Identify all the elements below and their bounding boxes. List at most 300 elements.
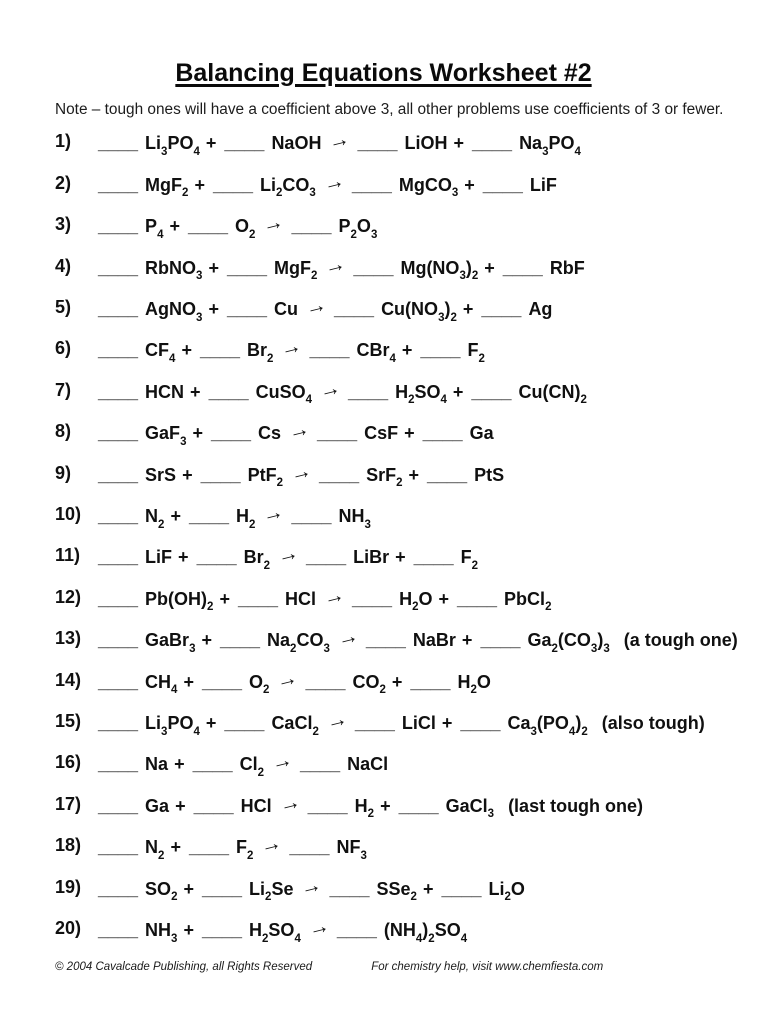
difficulty-note: (last tough one) (508, 795, 644, 816)
equation-row (55, 582, 712, 627)
yields-arrow-icon: → (316, 375, 343, 404)
subscript: 2 (276, 477, 284, 490)
chemical-formula: $Li_2O$ (488, 878, 525, 904)
chemical-formula: HCl (285, 588, 317, 609)
coefficient-blank: ____ (354, 712, 395, 733)
plus-sign: + (441, 712, 453, 733)
chemical-formula: $NF_3$ (336, 837, 367, 862)
subscript: 2 (412, 601, 419, 614)
chemical-formula: $Cl_2$ (239, 754, 265, 779)
subscript: 3 (161, 725, 168, 738)
equation-row (55, 872, 712, 917)
coefficient-blank: ____ (98, 712, 139, 733)
subscript: 2 (257, 766, 265, 779)
coefficient-blank: ____ (98, 671, 139, 692)
coefficient-blank: ____ (193, 795, 234, 816)
chemical-formula: LiBr (353, 547, 390, 568)
chemical-formula: PtS (474, 464, 505, 485)
equation-number: 13) (55, 628, 82, 649)
chemical-formula: Ga (145, 795, 170, 816)
chemical-formula: NaBr (412, 630, 456, 651)
chemical-formula: $H_2SO_4$ (249, 919, 301, 945)
subscript: 2 (450, 311, 457, 324)
subscript: 2 (581, 725, 588, 738)
difficulty-note: (a tough one) (623, 630, 738, 651)
equation-number: 10) (55, 504, 82, 524)
yields-arrow-icon: → (287, 458, 314, 486)
plus-sign: + (182, 464, 193, 485)
yields-arrow-icon: → (305, 913, 332, 942)
yields-arrow-icon: → (334, 624, 361, 652)
subscript: 4 (193, 146, 200, 159)
chemical-formula: $Br_2$ (243, 547, 271, 572)
coefficient-blank: ____ (98, 878, 139, 899)
yields-arrow-icon: → (278, 334, 305, 362)
subscript: 2 (428, 932, 435, 945)
coefficient-blank: ____ (482, 174, 523, 195)
equation-body (98, 872, 525, 904)
plus-sign: + (181, 340, 192, 361)
yields-arrow-icon: → (276, 789, 303, 818)
subscript: 2 (551, 642, 558, 655)
coefficient-blank: ____ (460, 712, 501, 733)
coefficient-blank: ____ (98, 464, 139, 485)
chemical-formula: AgNO$_3$ (145, 299, 203, 324)
chemical-formula: Na (145, 754, 169, 775)
plus-sign: + (174, 754, 185, 775)
equation-row (55, 292, 712, 337)
chemical-formula: HCN (145, 381, 185, 402)
chemical-formula: Ag (528, 299, 553, 320)
subscript: 3 (360, 849, 367, 862)
coefficient-blank: ____ (365, 630, 406, 651)
plus-sign: + (401, 340, 413, 361)
equation-row (55, 541, 712, 585)
coefficient-blank: ____ (98, 423, 139, 444)
yields-arrow-icon: → (258, 831, 285, 859)
subscript: 2 (263, 559, 271, 572)
yields-arrow-icon: → (260, 499, 287, 528)
chemical-formula: RbF (549, 257, 585, 278)
chemical-formula: $N_2$ (145, 506, 165, 531)
subscript: 4 (440, 394, 447, 407)
equation-number: 20) (55, 917, 82, 938)
chemical-formula: $Mg(NO_3)_2$ (400, 257, 479, 283)
chemical-formula: $Ca_3(PO_4)_2$ (507, 712, 588, 738)
coefficient-blank: ____ (398, 795, 439, 816)
equation-row (55, 375, 712, 420)
chemical-formula: $Pb(OH)_2$ (145, 588, 214, 614)
chemical-formula: $O_2$ (249, 671, 270, 697)
chemical-formula: MgF$_2$ (145, 174, 189, 200)
yields-arrow-icon: → (320, 582, 347, 611)
subscript: 2 (379, 684, 386, 697)
subscript: 2 (545, 601, 552, 614)
coefficient-blank: ____ (226, 257, 268, 278)
subscript: 3 (309, 187, 316, 200)
coefficient-blank: ____ (98, 174, 139, 195)
plus-sign: + (395, 547, 406, 568)
equation-body (98, 831, 367, 862)
coefficient-blank: ____ (334, 299, 375, 320)
equation-row (55, 831, 712, 875)
difficulty-note: (also tough) (601, 712, 705, 733)
chemical-formula: RbNO$_3$ (145, 257, 203, 283)
equation-number: 11) (55, 545, 81, 566)
plus-sign: + (208, 299, 219, 320)
plus-sign: + (169, 216, 180, 237)
subscript: 3 (196, 270, 203, 283)
plus-sign: + (183, 919, 194, 940)
coefficient-blank: ____ (351, 174, 392, 195)
coefficient-blank: ____ (480, 630, 521, 651)
subscript: 3 (161, 146, 168, 159)
chemical-formula: $Ga_2(CO_3)_3$ (527, 630, 610, 655)
equation-number: 6) (55, 338, 72, 359)
equation-body (98, 665, 491, 697)
coefficient-blank: ____ (98, 588, 139, 609)
chemical-formula: $Li_3PO_4$ (145, 133, 200, 159)
coefficient-blank: ____ (210, 423, 252, 444)
equation-row (55, 624, 738, 668)
coefficient-blank: ____ (329, 878, 370, 899)
plus-sign: + (201, 630, 212, 651)
equation-body (98, 127, 581, 159)
equation-number: 15) (55, 710, 82, 731)
chemical-formula: LiF (145, 547, 173, 568)
chemical-formula: CsF (364, 423, 399, 444)
equation-row (55, 417, 712, 461)
coefficient-blank: ____ (472, 133, 513, 154)
chemical-formula: $H_2O$ (399, 588, 433, 614)
coefficient-blank: ____ (457, 588, 498, 609)
yields-arrow-icon: → (260, 210, 287, 238)
coefficient-blank: ____ (98, 630, 139, 651)
yields-arrow-icon: → (268, 748, 295, 776)
subscript: 2 (249, 228, 256, 241)
equation-number: 1) (55, 131, 72, 152)
equation-body (98, 748, 389, 779)
coefficient-blank: ____ (196, 547, 237, 568)
equation-body (98, 210, 378, 241)
equation-row (55, 127, 712, 171)
coefficient-blank: ____ (212, 174, 253, 195)
subscript: 2 (290, 642, 297, 655)
yields-arrow-icon: → (285, 417, 312, 445)
coefficient-blank: ____ (201, 919, 243, 940)
plus-sign: + (462, 299, 474, 320)
chemical-formula: Cs (258, 423, 282, 444)
subscript: 3 (180, 435, 187, 448)
equation-number: 8) (55, 421, 72, 442)
coefficient-blank: ____ (98, 754, 139, 775)
subscript: 3 (590, 642, 598, 655)
coefficient-blank: ____ (413, 547, 454, 568)
equation-body (98, 334, 485, 366)
equation-number: 14) (55, 669, 82, 690)
plus-sign: + (183, 671, 194, 692)
chemical-formula: MgCO$_3$ (398, 174, 459, 200)
yields-arrow-icon: → (274, 665, 301, 693)
chemical-formula: NaCl (347, 754, 389, 775)
plus-sign: + (452, 381, 464, 402)
chemical-formula: $F_2$ (236, 837, 254, 862)
coefficient-blank: ____ (98, 381, 139, 402)
subscript: 2 (249, 518, 256, 531)
chemical-formula: CuSO$_4$ (255, 381, 313, 407)
subscript: 2 (408, 394, 415, 407)
subscript: 3 (438, 311, 445, 324)
subscript: 2 (263, 684, 270, 697)
subscript: 4 (574, 146, 581, 159)
plus-sign: + (192, 423, 203, 444)
plus-sign: + (170, 506, 181, 526)
subscript: 2 (396, 477, 403, 490)
equation-number: 9) (55, 462, 72, 483)
subscript: 2 (265, 891, 272, 904)
subscript: 2 (312, 725, 319, 738)
plus-sign: + (205, 133, 217, 154)
coefficient-blank: ____ (208, 381, 249, 402)
subscript: 3 (603, 642, 610, 655)
coefficient-blank: ____ (98, 506, 139, 526)
chemical-formula: $H_2SO_4$ (395, 381, 447, 407)
chemical-formula: $SO_2$ (145, 878, 178, 904)
coefficient-blank: ____ (307, 795, 348, 816)
chemical-formula: LiOH (404, 133, 448, 154)
equation-body (98, 375, 587, 407)
chemical-formula: Cu (274, 299, 299, 320)
chemical-formula: $P_2O_3$ (338, 216, 378, 241)
subscript: 4 (169, 353, 176, 366)
equation-number: 19) (55, 876, 82, 897)
copyright-text: © 2004 Cavalcade Publishing, all Rights Reserved (55, 961, 313, 974)
coefficient-blank: ____ (192, 754, 233, 775)
equation-body (98, 292, 553, 324)
subscript: 2 (207, 601, 214, 614)
chemical-formula: $Cu(CN)_2$ (518, 381, 587, 407)
subscript: 2 (158, 849, 165, 862)
subscript: 4 (294, 932, 301, 945)
coefficient-blank: ____ (224, 712, 265, 733)
equation-number: 12) (55, 586, 82, 607)
chemical-formula: $N_2$ (145, 837, 165, 862)
coefficient-blank: ____ (289, 837, 330, 858)
coefficient-blank: ____ (188, 506, 230, 526)
equation-row (55, 748, 712, 792)
chemical-formula: $Na_3PO_4$ (519, 133, 581, 159)
coefficient-blank: ____ (98, 919, 139, 940)
subscript: 2 (247, 849, 254, 862)
yields-arrow-icon: → (274, 541, 301, 569)
plus-sign: + (190, 381, 201, 402)
coefficient-blank: ____ (309, 340, 350, 361)
equation-row (55, 665, 712, 710)
chemical-formula: PbCl$_2$ (504, 588, 552, 614)
chemical-formula: PtF$_2$ (247, 464, 284, 490)
coefficient-blank: ____ (357, 133, 398, 154)
equation-body (98, 251, 585, 283)
coefficient-blank: ____ (317, 423, 358, 444)
equation-row (55, 789, 712, 834)
subscript: 3 (530, 725, 537, 738)
coefficient-blank: ____ (410, 671, 451, 692)
chemical-formula: HCl (240, 795, 272, 816)
yields-arrow-icon: → (323, 706, 350, 735)
subscript: 3 (171, 932, 178, 945)
chemical-formula: GaF$_3$ (145, 423, 187, 448)
equations-list (55, 127, 738, 958)
coefficient-blank: ____ (237, 588, 279, 609)
coefficient-blank: ____ (348, 381, 389, 402)
equation-row (55, 458, 712, 503)
coefficient-blank: ____ (502, 257, 543, 278)
chemical-formula: $O_2$ (235, 216, 256, 241)
coefficient-blank: ____ (420, 340, 461, 361)
subscript: 3 (487, 808, 495, 821)
chemical-formula: $F_2$ (467, 340, 485, 366)
subscript: 3 (459, 270, 466, 283)
coefficient-blank: ____ (305, 671, 346, 692)
plus-sign: + (404, 423, 415, 444)
chemical-formula: $Br_2$ (247, 340, 274, 366)
subscript: 3 (196, 311, 203, 324)
subscript: 4 (389, 353, 396, 366)
coefficient-blank: ____ (98, 299, 139, 320)
subscript: 2 (311, 270, 318, 283)
coefficient-blank: ____ (353, 257, 394, 278)
equation-number: 18) (55, 835, 82, 856)
coefficient-blank: ____ (226, 299, 268, 320)
chemical-formula: $H_2O$ (457, 671, 491, 697)
coefficient-blank: ____ (224, 133, 265, 154)
equation-body (98, 582, 552, 614)
coefficient-blank: ____ (98, 216, 139, 237)
chemical-formula: $NH_3$ (338, 506, 371, 531)
subscript: 2 (350, 228, 357, 241)
coefficient-blank: ____ (187, 216, 229, 237)
chemical-formula: $CO_2$ (352, 671, 386, 697)
subscript: 2 (580, 394, 587, 407)
equation-row (55, 210, 712, 254)
subscript: 2 (471, 270, 479, 283)
equation-number: 4) (55, 255, 72, 276)
chemical-formula: $Na_2CO_3$ (267, 630, 330, 655)
equation-number: 7) (55, 379, 72, 400)
chemical-formula: SSe$_2$ (376, 878, 417, 904)
subscript: 2 (504, 891, 511, 904)
chemical-formula: MgF$_2$ (274, 257, 318, 283)
subscript: 4 (193, 725, 200, 738)
chemical-formula: $NH_3$ (145, 919, 178, 945)
plus-sign: + (453, 133, 465, 154)
subscript: 2 (367, 808, 375, 821)
yields-arrow-icon: → (298, 872, 325, 900)
subscript: 2 (158, 518, 165, 531)
chemical-formula: $(NH_4)_2SO_4$ (383, 919, 468, 945)
subscript: 2 (478, 353, 485, 366)
plus-sign: + (422, 878, 434, 899)
equation-body (98, 706, 705, 738)
equation-row (55, 706, 712, 751)
coefficient-blank: ____ (352, 588, 393, 609)
yields-arrow-icon: → (320, 168, 347, 197)
plus-sign: + (391, 671, 403, 692)
coefficient-blank: ____ (441, 878, 482, 899)
chemical-formula: CBr$_4$ (356, 340, 396, 366)
subscript: 2 (267, 353, 274, 366)
coefficient-blank: ____ (471, 381, 512, 402)
subscript: 2 (471, 559, 479, 572)
chemical-formula: $CH_4$ (145, 671, 178, 697)
chemical-formula: LiF (529, 174, 557, 195)
page-footer (55, 961, 712, 973)
subscript: 4 (568, 725, 576, 738)
equation-row (55, 168, 712, 213)
equation-number: 5) (55, 297, 72, 318)
equation-body (98, 624, 738, 655)
subscript: 2 (470, 684, 477, 697)
subscript: 4 (415, 932, 423, 945)
chemical-formula: $P_4$ (145, 216, 164, 241)
coefficient-blank: ____ (98, 837, 139, 858)
subscript: 3 (189, 642, 196, 655)
chemical-formula: GaBr$_3$ (145, 630, 196, 655)
plus-sign: + (380, 795, 391, 816)
coefficient-blank: ____ (291, 216, 332, 237)
coefficient-blank: ____ (422, 423, 463, 444)
equation-body (98, 913, 468, 945)
plus-sign: + (438, 588, 449, 609)
equation-number: 3) (55, 214, 72, 235)
coefficient-blank: ____ (201, 878, 243, 899)
coefficient-blank: ____ (306, 547, 347, 568)
plus-sign: + (178, 547, 189, 568)
chemical-formula: $Cu(NO_3)_2$ (381, 299, 457, 324)
coefficient-blank: ____ (481, 299, 522, 320)
chemical-formula: SrS (145, 464, 177, 485)
yields-arrow-icon: → (302, 292, 329, 321)
equation-row (55, 251, 712, 296)
chemical-formula: $Li_3PO_4$ (145, 712, 200, 738)
chemical-formula: LiCl (401, 712, 436, 733)
help-link-text: For chemistry help, visit www.chemfiesta.com (371, 961, 604, 974)
coefficient-blank: ____ (336, 919, 377, 940)
subscript: 2 (262, 932, 269, 945)
chemical-formula: Ga (469, 423, 494, 444)
coefficient-blank: ____ (199, 340, 241, 361)
yields-arrow-icon: → (326, 127, 353, 155)
yields-arrow-icon: → (322, 251, 349, 279)
equation-body (98, 499, 371, 531)
coefficient-blank: ____ (219, 630, 261, 651)
subscript: 3 (370, 228, 378, 241)
subscript: 4 (171, 684, 178, 697)
plus-sign: + (205, 712, 217, 733)
worksheet-title: Balancing Equations Worksheet #2 (175, 59, 592, 87)
plus-sign: + (219, 588, 230, 609)
subscript: 4 (157, 228, 164, 241)
subscript: 3 (451, 187, 459, 200)
coefficient-blank: ____ (200, 464, 241, 485)
chemical-formula: $Li_2Se$ (249, 878, 294, 904)
subscript: 3 (323, 642, 330, 655)
equation-number: 2) (55, 172, 72, 193)
chemical-formula: SrF$_2$ (366, 464, 403, 490)
equation-body (98, 789, 644, 821)
equation-body (98, 417, 494, 448)
equation-body (98, 541, 479, 572)
